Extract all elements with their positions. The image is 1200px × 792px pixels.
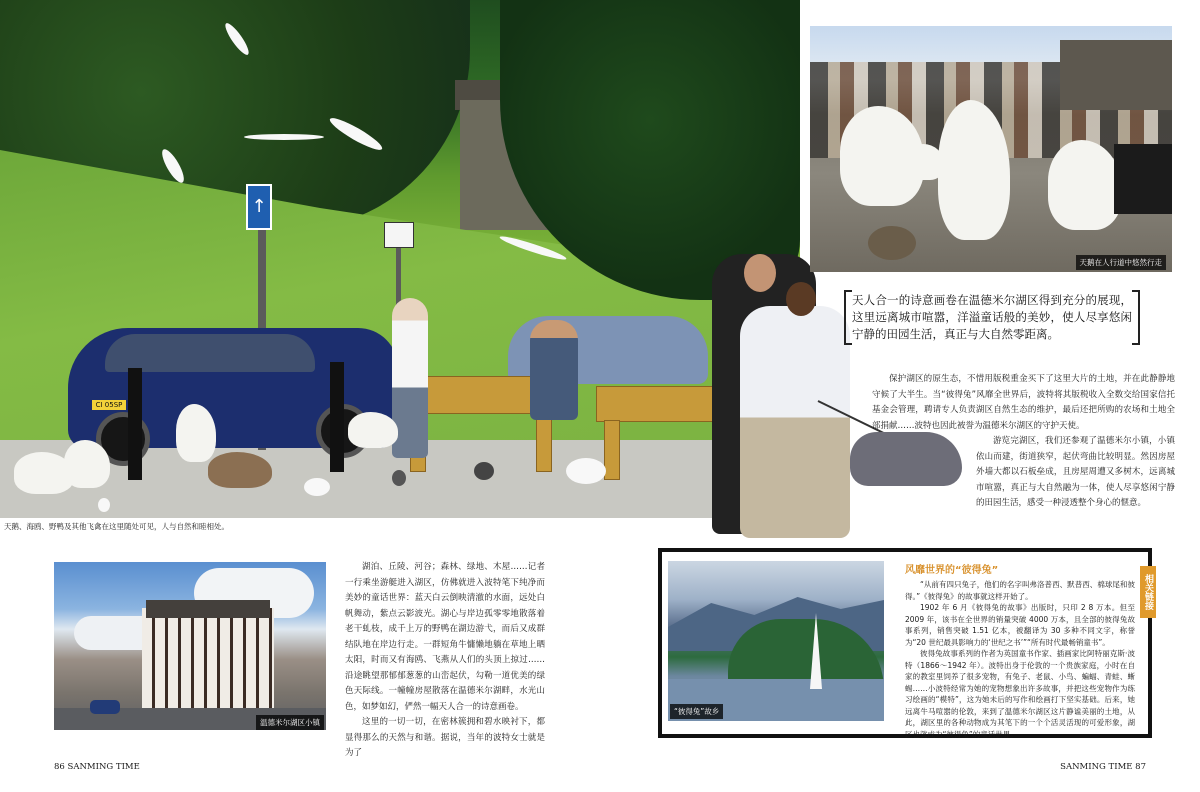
main-photo <box>0 0 800 518</box>
duck <box>868 226 916 260</box>
building-roof <box>146 600 270 618</box>
seagull <box>244 134 324 140</box>
pigeon <box>392 470 406 486</box>
feature-title: 风靡世界的“彼得兔” <box>905 565 999 576</box>
bollard <box>330 362 344 472</box>
car-window <box>105 334 315 372</box>
parking-sign-icon <box>384 222 414 248</box>
walking-woman <box>740 306 850 538</box>
swan <box>348 412 398 448</box>
right-page-folio: SANMING TIME 87 <box>1060 762 1146 772</box>
body-paragraph: 游览完湖区，我们还参观了温德米尔小镇，小镇依山而建，街道狭窄，起伏弯曲比较明显。然因房屋外墙大都以石板垒成，且房屋周遭又多树木，远离城市喧嚣，真正与大自然融为一体，使人尽享悠闲宁静的田园生活，感受一种浸透整个身心的惬意。 <box>976 436 1175 508</box>
seagull-ground <box>98 498 110 512</box>
goose <box>208 452 272 488</box>
right-body-text <box>872 372 1175 512</box>
left-page-folio: 86 SANMING TIME <box>54 762 140 772</box>
tudor-building <box>142 608 274 712</box>
feature-paragraph: 彼得兔故事系列的作者为英国童书作家、插画家比阿特丽克斯·波特（1866～1942 年）。波特出身于伦敦的一个贵族家庭，小时在自家的教室里饲养了很多宠物，有兔子、老鼠、小鸟、蝙蝠、青蛙、蜥蜴……小波特经常为她的宠物想象出许多故事，并把这些宠物作为练习绘画的“模特”，这为她未后的写作和绘画打下坚实基础。后来，她远离牛马喧嚣的伦敦，来到了温德米尔湖区这片静谧美丽的土地，从此，湖区里的各种动物成为其笔下的一个个活灵活现的可爱形象，湖区也就成为“彼得兔”的童话世界。 <box>905 649 1135 739</box>
swan <box>64 440 110 488</box>
picnic-bench-legs <box>604 420 620 480</box>
body-paragraph: 这里的一切一切，在密林簇拥和碧水映衬下，都显得那么的天然与和谐。据说，当年的波特女士就是为了 <box>345 717 545 758</box>
license-plate: CI 05SP <box>92 400 126 410</box>
seagull-ground <box>304 478 330 496</box>
seated-man <box>530 320 578 420</box>
swan <box>906 144 944 180</box>
pigeon <box>474 462 494 480</box>
main-photo-caption: 天鹅、海鸥、野鸭及其他飞禽在这里随处可见，人与自然和睦相处。 <box>4 522 229 531</box>
picnic-bench <box>596 386 726 422</box>
woman-head <box>786 282 816 316</box>
pull-quote: 天人合一的诗意画卷在温德米尔湖区得到充分的展现，这里远离城市喧嚣，洋溢童话般的美妙，使人尽享悠闲宁静的田园生活，真正与大自然零距离。 <box>844 290 1140 345</box>
feature-text <box>905 579 1135 740</box>
building <box>1060 40 1172 110</box>
photo-caption: 温德米尔湖区小镇 <box>256 715 324 730</box>
body-paragraph: 湖泊、丘陵、河谷；森林、绿地、木屋……记者一行乘坐游艇进入湖区，仿佛就进入波特笔下纯净而美妙的童话世界：蓝天白云倒映清澈的水面，远处白帆舞动，紫点云影波光。湖心与岸边孤零零地散落着老干虬枝，成千上万的野鸭在湖边游弋，而后又成群结队地在岸边行走。一群短角牛慵懒地躺在草地上晒太阳，时而又有海鸥、飞燕从人们的头顶上掠过……沿途眺望那郁郁葱葱的山峦起伏，勾勒一道优美的绿色天际线。一幢幢房屋散落在温德米尔湖畔，水光山色，如梦如幻，俨然一幅天人合一的诗意画卷。 <box>345 562 545 712</box>
bollard <box>128 368 142 480</box>
feature-paragraph: “从前有四只兔子，他们的名字叫弗洛普西、默普西、棉球尾和彼得。”《彼得兔》的故事就这样开始了。 <box>905 580 1135 601</box>
town-photo <box>54 562 326 730</box>
picnic-bench-legs <box>536 412 552 472</box>
lake-photo <box>668 561 884 721</box>
bottom-left-body-text <box>345 560 545 762</box>
photo-caption: “彼得兔”故乡 <box>670 704 723 719</box>
swans-sidewalk-photo <box>810 26 1172 272</box>
man-head <box>744 254 776 292</box>
feature-paragraph: 1902 年 6 月《彼得兔的故事》出版时，只印 2 8 万本。但至 2009 年，该书在全世界的销量突破 4000 万本，且全部的彼得兔故事系列，销售突破 1.51 亿本，被翻译为 30 多种不同文字，称誉为“20 世纪最具影响力的‘世纪之书’”“所有时代最畅销童书”。 <box>905 603 1135 647</box>
photo-caption: 天鹅在人行道中悠然行走 <box>1076 255 1167 270</box>
arrow-sign-icon: ↑ <box>246 184 272 230</box>
body-paragraph: 保护湖区的原生态，不惜用版税重金买下了这里大片的土地，并在此静静地守候了大半生。当“彼得兔”风靡全世界后，波特将其版税收入全数交给国家信托基金会管理，聘请专人负责湖区自然生态的维护，最后还把所购的农场和土地全部捐献……波特也因此被誉为温德米尔湖区的守护天使。 <box>872 374 1175 431</box>
bench <box>1114 144 1172 214</box>
seagull-ground <box>566 458 606 484</box>
car <box>90 700 120 714</box>
related-link-tag: 相关链接 <box>1140 566 1156 618</box>
